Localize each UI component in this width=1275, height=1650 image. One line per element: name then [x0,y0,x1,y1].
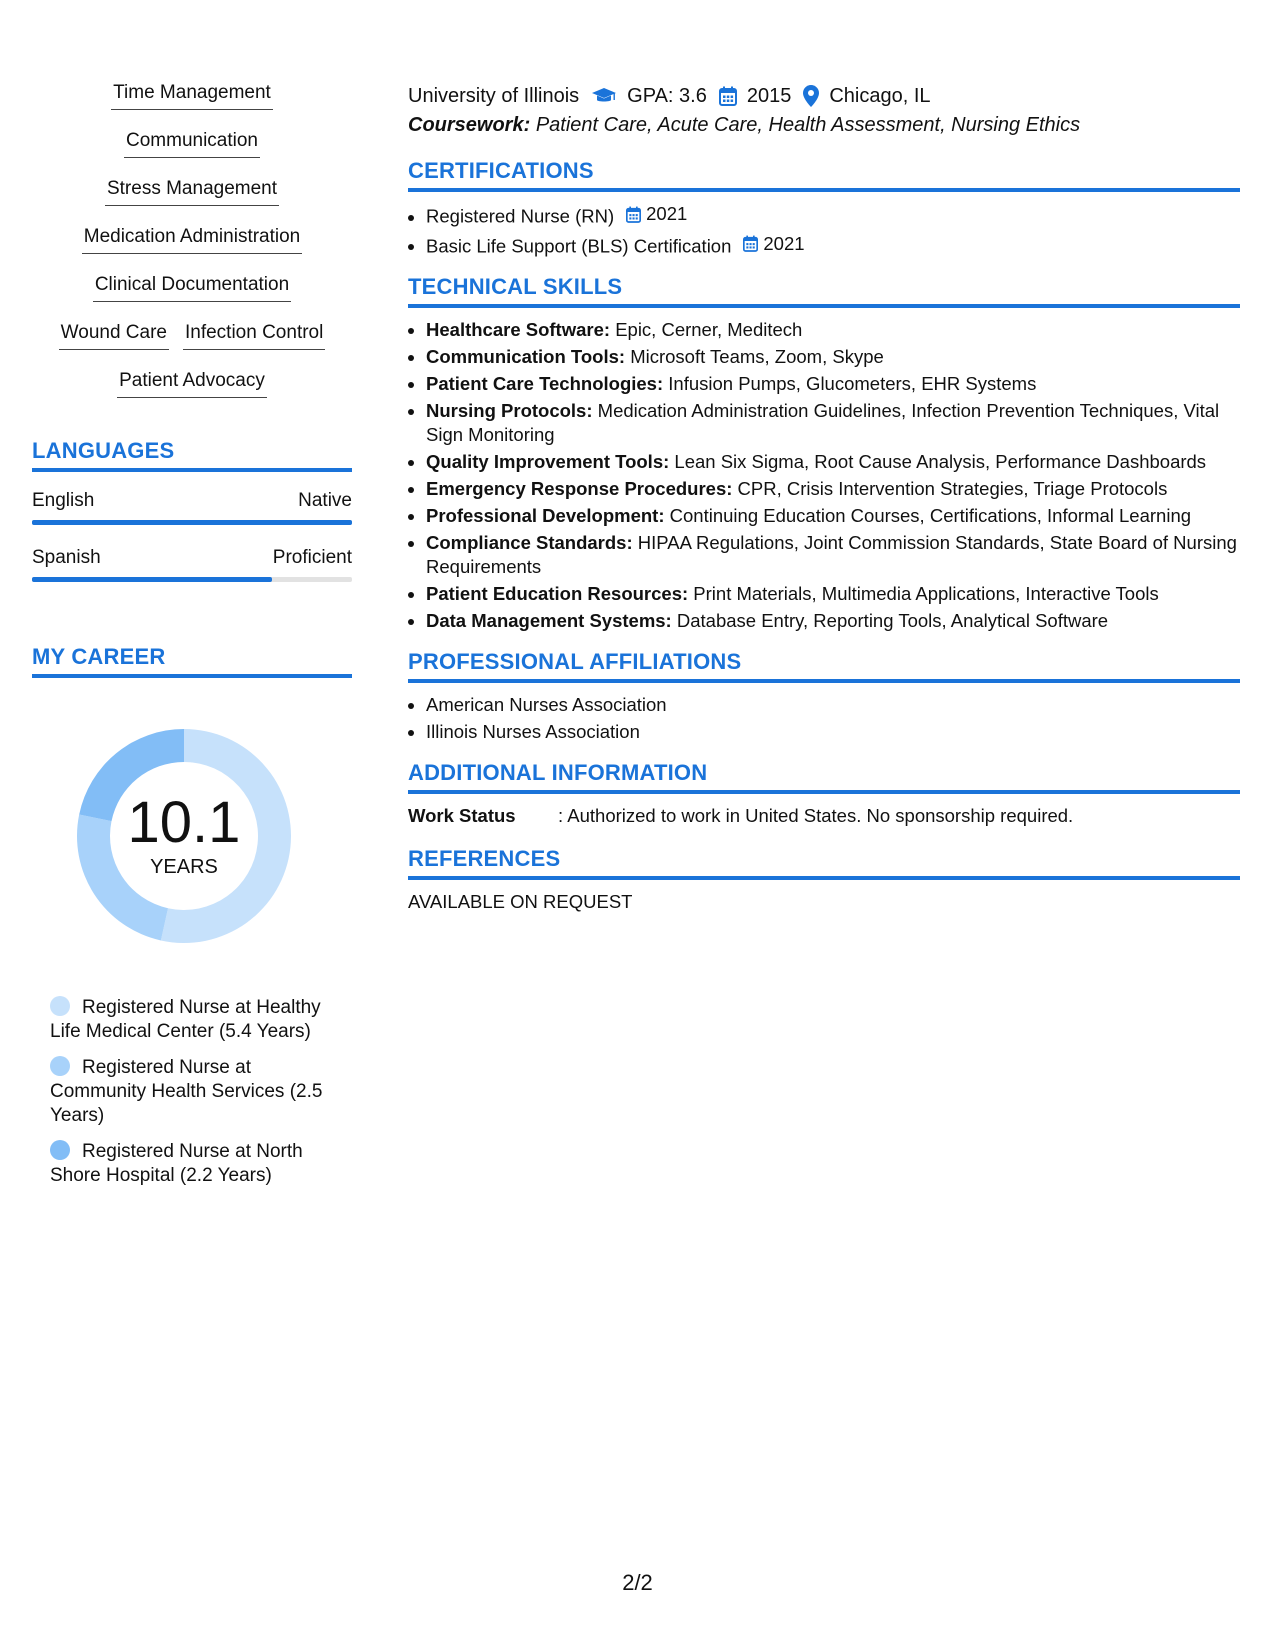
career-title: MY CAREER [32,644,352,678]
technical-skill-value: Microsoft Teams, Zoom, Skype [630,346,884,367]
work-status-value: : Authorized to work in United States. No sponsorship required. [558,805,1074,826]
language-level: Proficient [272,547,352,568]
career-legend-item [50,996,340,1044]
skill-item: Communication [124,128,260,158]
language-header [32,547,352,569]
skill-item: Infection Control [183,320,325,350]
career-total [64,716,304,956]
education-line [408,82,1240,110]
skill-row [32,320,352,350]
certification-name: Registered Nurse (RN) [426,205,615,227]
graduation-cap-icon [591,87,617,105]
technical-skill-item [426,477,1240,501]
skill-item: Time Management [111,80,273,110]
technical-skill-value: CPR, Crisis Intervention Strategies, Triage Protocols [737,478,1168,499]
certification-year-wrap [626,202,687,226]
legend-dot-icon [50,1140,70,1160]
calendar-icon [626,206,646,223]
career-legend-label: Registered Nurse at North Shore Hospital (2.2 Years) [50,1141,303,1186]
legend-dot-icon [50,996,70,1016]
technical-skill-item [426,531,1240,579]
affiliations-list [408,693,1240,744]
career-legend-label: Registered Nurse at Healthy Life Medical Center (5.4 Years) [50,997,321,1042]
certifications-title: CERTIFICATIONS [408,158,1240,192]
career-legend-item [50,1056,340,1128]
skill-row [32,80,352,110]
work-status [408,804,1240,828]
additional-info-title: ADDITIONAL INFORMATION [408,760,1240,794]
school-name: University of Illinois [408,85,580,107]
technical-skill-label: Emergency Response Procedures: [426,478,733,499]
location-pin-icon [803,85,819,107]
skill-row [32,272,352,302]
technical-skill-label: Healthcare Software: [426,319,611,340]
affiliation-item: • Illinois Nurses Association [426,720,1240,744]
career-legend-label: Registered Nurse at Community Health Services (2.5 Years) [50,1057,323,1126]
certification-year: 2021 [763,232,805,254]
coursework-label: Coursework: [408,114,531,136]
language-bar-fill [32,520,352,525]
technical-skill-value: Medication Administration Guidelines, Infection Prevention Techniques, Vital Sign Monitoring [426,400,1220,445]
technical-skill-value: HIPAA Regulations, Joint Commission Standards, State Board of Nursing Requirements [426,532,1237,577]
technical-skill-item [426,504,1240,528]
coursework [408,110,1240,140]
references-title: REFERENCES [408,846,1240,880]
certification-name: Basic Life Support (BLS) Certification [426,235,732,256]
skill-row [32,176,352,206]
career-total-number: 10.1 [127,790,241,855]
skill-row [32,368,352,398]
skill-row [32,224,352,254]
skills-list [32,80,352,398]
technical-skill-item [426,372,1240,396]
technical-skills-list [408,318,1240,633]
gpa: GPA: 3.6 [627,85,707,107]
certification-year-wrap [743,232,804,256]
career-donut-chart [64,716,304,956]
calendar-icon [719,86,737,106]
technical-skill-item [426,609,1240,633]
technical-skill-item [426,582,1240,606]
technical-skill-label: Professional Development: [426,505,665,526]
certifications-list [408,202,1240,258]
legend-dot-icon [50,1056,70,1076]
skill-item: Clinical Documentation [93,272,291,302]
technical-skill-label: Patient Education Resources: [426,583,689,604]
skill-item: Stress Management [105,176,279,206]
language-name: Spanish [32,547,101,568]
technical-skill-label: Communication Tools: [426,346,626,367]
technical-skill-item [426,399,1240,447]
technical-skill-item [426,450,1240,474]
career-legend-item [50,1140,340,1188]
technical-skill-item [426,318,1240,342]
career-legend [50,996,340,1188]
languages-list [32,490,352,582]
language-item [32,490,352,525]
languages-title: LANGUAGES [32,438,352,472]
left-column [32,80,352,1200]
work-status-label: Work Status [408,805,516,826]
calendar-icon [743,235,763,252]
technical-skill-label: Patient Care Technologies: [426,373,664,394]
technical-skill-value: Epic, Cerner, Meditech [615,319,803,340]
certification-item [426,202,1240,229]
right-column [408,82,1240,914]
school-location: Chicago, IL [829,85,931,107]
technical-skill-value: Infusion Pumps, Glucometers, EHR Systems [668,373,1037,394]
technical-skill-value: Continuing Education Courses, Certifications, Informal Learning [669,505,1192,526]
career-total-unit: YEARS [150,856,218,878]
language-header [32,490,352,512]
technical-skill-label: Nursing Protocols: [426,400,593,421]
language-bar [32,520,352,525]
references-text: AVAILABLE ON REQUEST [408,891,633,912]
technical-skill-value: Database Entry, Reporting Tools, Analytical Software [676,610,1109,631]
language-level: Native [298,490,352,511]
language-bar-fill [32,577,272,582]
language-bar [32,577,352,582]
certification-item [426,232,1240,259]
technical-skill-label: Compliance Standards: [426,532,633,553]
technical-skills-title: TECHNICAL SKILLS [408,274,1240,308]
technical-skill-item [426,345,1240,369]
language-name: English [32,490,95,511]
technical-skill-value: Lean Six Sigma, Root Cause Analysis, Performance Dashboards [674,451,1207,472]
graduation-year: 2015 [746,85,792,107]
coursework-list: Patient Care, Acute Care, Health Assessment, Nursing Ethics [535,114,1081,136]
page-number: 2/2 [622,1570,653,1595]
skill-item: Patient Advocacy [117,368,267,398]
language-item [32,547,352,582]
technical-skill-label: Data Management Systems: [426,610,672,631]
skill-item: Medication Administration [82,224,303,254]
technical-skill-label: Quality Improvement Tools: [426,451,670,472]
technical-skill-value: Print Materials, Multimedia Applications, Interactive Tools [693,583,1159,604]
affiliations-title: PROFESSIONAL AFFILIATIONS [408,649,1240,683]
skill-item: Wound Care [59,320,169,350]
certification-year: 2021 [646,203,688,224]
affiliation-item: • American Nurses Association [426,693,1240,717]
skill-row [32,128,352,158]
